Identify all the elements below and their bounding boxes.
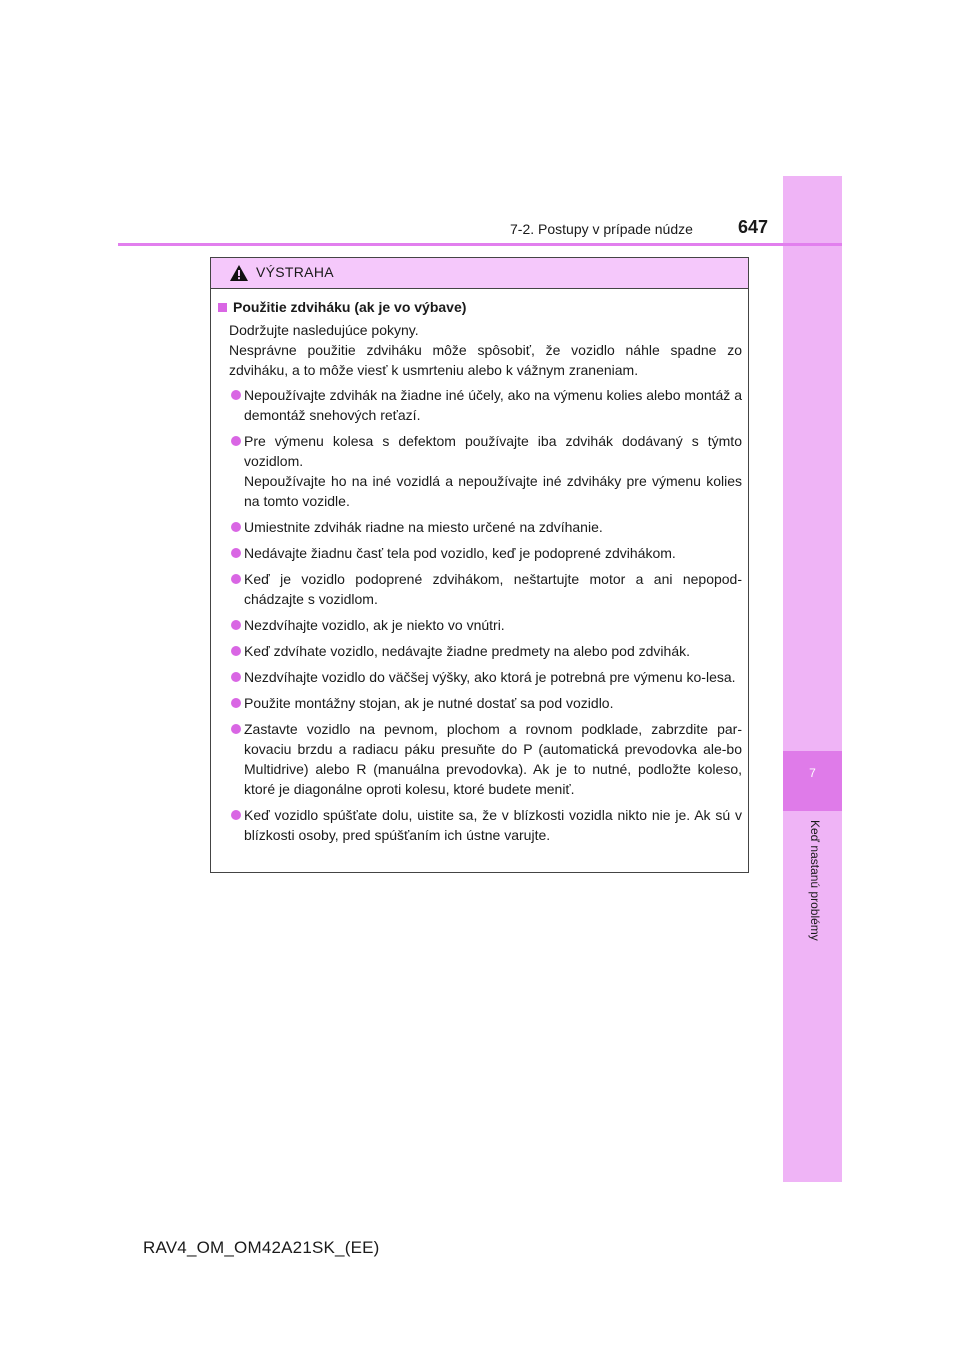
section-title: 7-2. Postupy v prípade núdze: [510, 221, 693, 237]
list-item: Keď vozidlo spúšťate dolu, uistite sa, že v blízkosti vozidla nikto nie je. Ak sú v blízkosti osoby, pred spúšťaním ich ústne varujte.: [218, 805, 742, 845]
bullet-dot-icon: [231, 698, 241, 708]
list-item: Nepoužívajte zdvihák na žiadne iné účely, ako na výmenu kolies alebo montáž a demontáž snehových reťazí.: [218, 385, 742, 425]
chapter-number: 7: [809, 766, 816, 780]
bullet-dot-icon: [231, 672, 241, 682]
list-item: Nezdvíhajte vozidlo, ak je niekto vo vnútri.: [218, 615, 742, 635]
warning-box: [210, 257, 749, 873]
bullet-dot-icon: [231, 548, 241, 558]
intro-line: Nesprávne použitie zdviháku môže spôsobiť, že vozidlo náhle spadne zo zdviháku, a to môže viesť k usmrteniu alebo k vážnym zraneniam.: [229, 342, 742, 378]
warning-bullet-list: [218, 385, 742, 845]
list-item: Keď je vozidlo podoprené zdvihákom, neštartujte motor a ani nepopod-chádzajte s vozidlom.: [218, 569, 742, 609]
list-item: Nezdvíhajte vozidlo do väčšej výšky, ako ktorá je potrebná pre výmenu ko-lesa.: [218, 667, 742, 687]
header-divider: [118, 243, 842, 246]
list-item: Umiestnite zdvihák riadne na miesto určené na zdvíhanie.: [218, 517, 742, 537]
warning-title: VÝSTRAHA: [256, 264, 334, 280]
warning-intro: [218, 320, 742, 380]
bullet-dot-icon: [231, 620, 241, 630]
chapter-side-tab: [783, 176, 842, 1182]
list-item: Zastavte vozidlo na pevnom, plochom a rovnom podklade, zabrzdite par-kovaciu brzdu a radiacu páku presuňte do P (automatická prevodovka ale-bo Multidrive) alebo R (manuálna prevodovka). Ak je to nutné, podložte koleso, ktoré je diagonálne oproti kolesu, ktoré budete meniť.: [218, 719, 742, 799]
warning-subheading-text: Použitie zdviháku (ak je vo výbave): [233, 299, 467, 315]
list-item: Pre výmenu kolesa s defektom používajte iba zdvihák dodávaný s týmto vozidlom. Nepoužívajte ho na iné vozidlá a nepoužívajte iné zdviháky pre výmenu kolies na tomto vozidle.: [218, 431, 742, 511]
bullet-dot-icon: [231, 810, 241, 820]
warning-triangle-icon: [229, 264, 249, 282]
chapter-title: Keď nastanú problémy: [808, 820, 822, 941]
bullet-dot-icon: [231, 574, 241, 584]
warning-subheading: [218, 297, 742, 317]
warning-body: [211, 289, 748, 845]
intro-line: Dodržujte nasledujúce pokyny.: [229, 322, 419, 338]
bullet-dot-icon: [231, 724, 241, 734]
square-bullet-icon: [218, 303, 227, 312]
page-number: 647: [738, 217, 769, 237]
warning-header: [211, 258, 748, 289]
list-item: Nedávajte žiadnu časť tela pod vozidlo, keď je podoprené zdvihákom.: [218, 543, 742, 563]
list-item: Keď zdvíhate vozidlo, nedávajte žiadne predmety na alebo pod zdvihák.: [218, 641, 742, 661]
document-code: RAV4_OM_OM42A21SK_(EE): [143, 1238, 380, 1257]
list-item: Použite montážny stojan, ak je nutné dostať sa pod vozidlo.: [218, 693, 742, 713]
bullet-dot-icon: [231, 390, 241, 400]
bullet-dot-icon: [231, 646, 241, 656]
bullet-dot-icon: [231, 522, 241, 532]
bullet-dot-icon: [231, 436, 241, 446]
chapter-number-tab: [783, 751, 842, 811]
